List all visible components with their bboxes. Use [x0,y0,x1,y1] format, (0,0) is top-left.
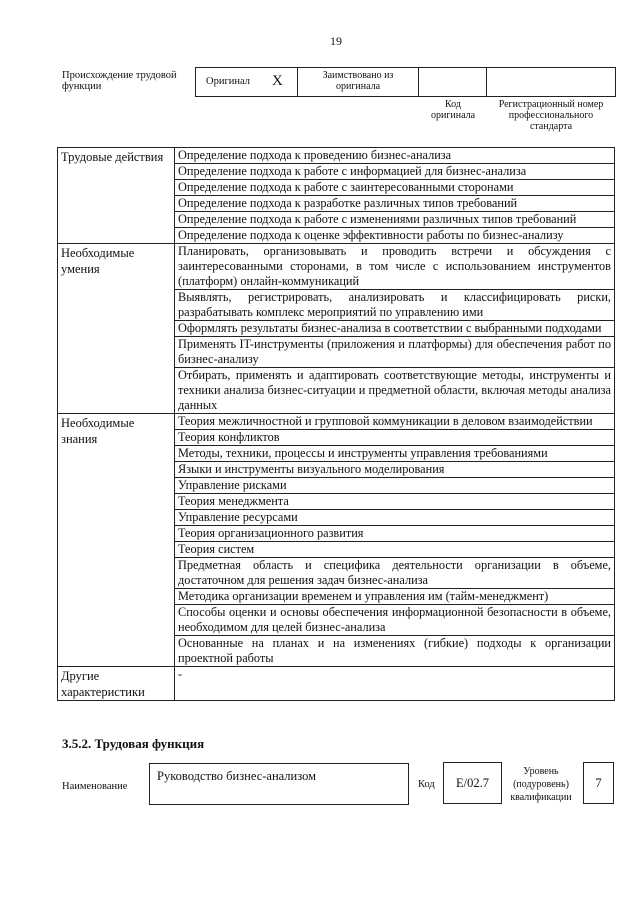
table-cell: Определение подхода к разработке различных типов требований [175,196,615,212]
origin-borrowed-cell [297,67,419,97]
origin-original-mark: X [272,73,283,89]
page-number: 19 [330,34,342,48]
table-cell: Определение подхода к работе с информацией для бизнес-анализа [175,164,615,180]
table-cell: Теория систем [175,542,615,558]
table-cell: Применять IT-инструменты (приложения и платформы) для обеспечения работ по бизнес-анализу [175,337,615,368]
table-cell: Управление ресурсами [175,510,615,526]
table-cell: Оформлять результаты бизнес-анализа в соответствии с выбранными подходами [175,321,615,337]
section-label: Необходимые знания [58,414,175,667]
origin-original-label: Оригинал [206,76,250,87]
table-cell: Определение подхода к работе с заинтересованными сторонами [175,180,615,196]
section-label: Трудовые действия [58,148,175,244]
function-level-value: 7 [595,776,602,790]
function-code-box [443,762,502,804]
table-cell: Определение подхода к работе с изменениями различных типов требований [175,212,615,228]
function-code-value: E/02.7 [456,776,489,790]
section-label: Необходимые умения [58,244,175,414]
table-cell: Теория межличностной и групповой коммуникации в деловом взаимодействии [175,414,615,430]
function-name-label: Наименование [62,781,128,792]
origin-borrowed-label: Заимствовано из оригинала [322,70,394,92]
table-cell: Планировать, организовывать и проводить встречи и обсуждения с заинтересованными сторонами, в том числе с использованием инструментов (платформ) онлайн-коммуникаций [175,244,615,290]
table-cell: Выявлять, регистрировать, анализировать и классифицировать риски, разрабатывать комплекс мероприятий по управлению ими [175,290,615,321]
function-name-value: Руководство бизнес-анализом [157,769,317,783]
table-row [58,148,615,164]
function-name-box [149,763,409,805]
origin-code-cell [418,67,487,97]
section-title: 3.5.2. Трудовая функция [62,736,205,751]
table-cell: Основанные на планах и на изменениях (гибкие) подходы к организации проектной работы [175,636,615,667]
table-cell: Предметная область и специфика деятельности организации в объеме, достаточном для решения задач бизнес-анализа [175,558,615,589]
origin-reg-number-label: Регистрационный номер профессионального стандарта [498,99,604,132]
table-cell: Отбирать, применять и адаптировать соответствующие методы, инструменты и техники анализа бизнес-ситуации и предметной области, включая методы анализа данных [175,368,615,414]
table-row [58,667,615,701]
table-cell: Методика организации временем и управления им (тайм-менеджмент) [175,589,615,605]
table-cell: Определение подхода к оценке эффективности работы по бизнес-анализу [175,228,615,244]
origin-code-label: Код оригинала [430,99,476,121]
origin-original-cell [195,67,298,97]
table-cell: Методы, техники, процессы и инструменты управления требованиями [175,446,615,462]
origin-label: Происхождение трудовой функции [62,70,177,92]
section-label: Другие характеристики [58,667,175,701]
table-cell: Управление рисками [175,478,615,494]
table-cell: Способы оценки и основы обеспечения информационной безопасности в объеме, необходимом для целей бизнес-анализа [175,605,615,636]
table-cell: Языки и инструменты визуального моделирования [175,462,615,478]
function-level-label: Уровень (подуровень) квалификации [510,766,572,803]
table-row [58,244,615,290]
table-cell: - [175,667,615,701]
table-cell: Теория конфликтов [175,430,615,446]
labor-function-table [57,147,615,701]
table-cell: Определение подхода к проведению бизнес-анализа [175,148,615,164]
table-row [58,414,615,430]
function-level-box [583,762,614,804]
origin-reg-number-cell [486,67,616,97]
function-code-label: Код [418,779,435,790]
table-cell: Теория менеджмента [175,494,615,510]
table-cell: Теория организационного развития [175,526,615,542]
